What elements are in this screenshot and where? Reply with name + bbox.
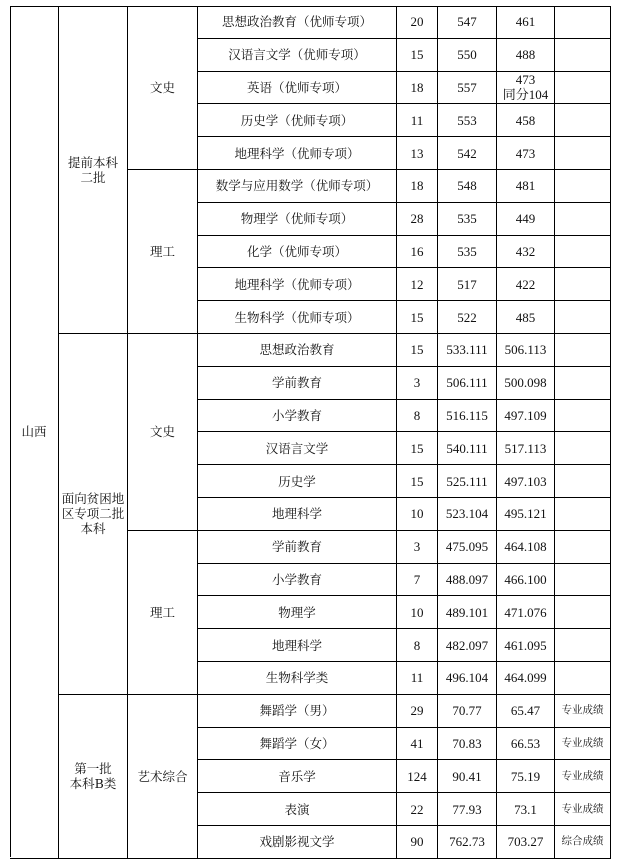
min-score-cell: 464.099 xyxy=(497,662,555,695)
min-score-cell: 73.1 xyxy=(497,793,555,826)
note-cell xyxy=(555,39,611,72)
max-score-cell: 535 xyxy=(438,236,497,269)
note-cell xyxy=(555,465,611,498)
plan-count-cell: 16 xyxy=(397,236,438,269)
max-score-cell: 482.097 xyxy=(438,629,497,662)
note-cell xyxy=(555,72,611,105)
max-score-cell: 553 xyxy=(438,104,497,137)
min-score-cell: 65.47 xyxy=(497,695,555,728)
note-cell xyxy=(555,170,611,203)
min-score-cell: 506.113 xyxy=(497,334,555,367)
note-cell: 专业成绩 xyxy=(555,728,611,761)
min-score-cell: 75.19 xyxy=(497,760,555,793)
category-cell: 文史 xyxy=(128,334,198,531)
note-cell xyxy=(555,367,611,400)
major-cell: 历史学（优师专项） xyxy=(198,104,397,137)
plan-count-cell: 13 xyxy=(397,137,438,170)
plan-count-cell: 8 xyxy=(397,400,438,433)
note-cell: 专业成绩 xyxy=(555,760,611,793)
category-cell: 理工 xyxy=(128,531,198,695)
major-cell: 学前教育 xyxy=(198,367,397,400)
min-score-cell: 473 xyxy=(497,137,555,170)
major-cell: 生物科学（优师专项） xyxy=(198,301,397,334)
note-cell xyxy=(555,629,611,662)
max-score-cell: 90.41 xyxy=(438,760,497,793)
major-cell: 学前教育 xyxy=(198,531,397,564)
max-score-cell: 517 xyxy=(438,268,497,301)
note-cell: 专业成绩 xyxy=(555,793,611,826)
max-score-cell: 516.115 xyxy=(438,400,497,433)
plan-count-cell: 124 xyxy=(397,760,438,793)
plan-count-cell: 11 xyxy=(397,662,438,695)
min-score-cell: 473 同分104 xyxy=(497,72,555,105)
major-cell: 地理科学（优师专项） xyxy=(198,268,397,301)
note-cell xyxy=(555,498,611,531)
note-cell xyxy=(555,268,611,301)
max-score-cell: 548 xyxy=(438,170,497,203)
major-cell: 英语（优师专项） xyxy=(198,72,397,105)
major-cell: 历史学 xyxy=(198,465,397,498)
major-cell: 化学（优师专项） xyxy=(198,236,397,269)
max-score-cell: 506.111 xyxy=(438,367,497,400)
major-cell: 思想政治教育（优师专项） xyxy=(198,6,397,39)
max-score-cell: 522 xyxy=(438,301,497,334)
max-score-cell: 489.101 xyxy=(438,596,497,629)
min-score-cell: 497.109 xyxy=(497,400,555,433)
major-cell: 生物科学类 xyxy=(198,662,397,695)
batch-cell: 面向贫困地 区专项二批 本科 xyxy=(59,334,128,695)
major-cell: 表演 xyxy=(198,793,397,826)
min-score-cell: 500.098 xyxy=(497,367,555,400)
plan-count-cell: 3 xyxy=(397,367,438,400)
note-cell xyxy=(555,104,611,137)
plan-count-cell: 12 xyxy=(397,268,438,301)
max-score-cell: 535 xyxy=(438,203,497,236)
plan-count-cell: 8 xyxy=(397,629,438,662)
plan-count-cell: 15 xyxy=(397,39,438,72)
plan-count-cell: 22 xyxy=(397,793,438,826)
note-cell xyxy=(555,203,611,236)
category-cell: 文史 xyxy=(128,6,198,170)
category-cell: 理工 xyxy=(128,170,198,334)
major-cell: 汉语言文学（优师专项） xyxy=(198,39,397,72)
min-score-cell: 461.095 xyxy=(497,629,555,662)
major-cell: 地理科学（优师专项） xyxy=(198,137,397,170)
note-cell: 综合成绩 xyxy=(555,826,611,859)
min-score-cell: 464.108 xyxy=(497,531,555,564)
max-score-cell: 77.93 xyxy=(438,793,497,826)
major-cell: 小学教育 xyxy=(198,564,397,597)
min-score-cell: 432 xyxy=(497,236,555,269)
note-cell xyxy=(555,596,611,629)
min-score-cell: 517.113 xyxy=(497,432,555,465)
batch-cell: 提前本科 二批 xyxy=(59,6,128,334)
major-cell: 音乐学 xyxy=(198,760,397,793)
min-score-cell: 488 xyxy=(497,39,555,72)
province-cell: 山西 xyxy=(10,6,59,859)
max-score-cell: 550 xyxy=(438,39,497,72)
note-cell xyxy=(555,334,611,367)
max-score-cell: 557 xyxy=(438,72,497,105)
note-cell xyxy=(555,531,611,564)
max-score-cell: 542 xyxy=(438,137,497,170)
min-score-cell: 471.076 xyxy=(497,596,555,629)
min-score-cell: 497.103 xyxy=(497,465,555,498)
note-cell xyxy=(555,432,611,465)
note-cell xyxy=(555,564,611,597)
plan-count-cell: 15 xyxy=(397,301,438,334)
plan-count-cell: 10 xyxy=(397,596,438,629)
plan-count-cell: 18 xyxy=(397,170,438,203)
plan-count-cell: 20 xyxy=(397,6,438,39)
min-score-cell: 485 xyxy=(497,301,555,334)
min-score-cell: 461 xyxy=(497,6,555,39)
note-cell xyxy=(555,400,611,433)
min-score-cell: 703.27 xyxy=(497,826,555,859)
plan-count-cell: 10 xyxy=(397,498,438,531)
note-cell xyxy=(555,301,611,334)
max-score-cell: 488.097 xyxy=(438,564,497,597)
max-score-cell: 762.73 xyxy=(438,826,497,859)
plan-count-cell: 90 xyxy=(397,826,438,859)
min-score-cell: 481 xyxy=(497,170,555,203)
note-cell: 专业成绩 xyxy=(555,695,611,728)
min-score-cell: 449 xyxy=(497,203,555,236)
min-score-cell: 495.121 xyxy=(497,498,555,531)
max-score-cell: 475.095 xyxy=(438,531,497,564)
major-cell: 数学与应用数学（优师专项） xyxy=(198,170,397,203)
note-cell xyxy=(555,236,611,269)
major-cell: 汉语言文学 xyxy=(198,432,397,465)
major-cell: 地理科学 xyxy=(198,498,397,531)
admission-score-table xyxy=(10,6,611,857)
plan-count-cell: 15 xyxy=(397,465,438,498)
note-cell xyxy=(555,137,611,170)
category-cell: 艺术综合 xyxy=(128,695,198,859)
plan-count-cell: 7 xyxy=(397,564,438,597)
major-cell: 地理科学 xyxy=(198,629,397,662)
note-cell xyxy=(555,662,611,695)
max-score-cell: 540.111 xyxy=(438,432,497,465)
plan-count-cell: 15 xyxy=(397,432,438,465)
plan-count-cell: 15 xyxy=(397,334,438,367)
max-score-cell: 70.83 xyxy=(438,728,497,761)
plan-count-cell: 41 xyxy=(397,728,438,761)
min-score-cell: 458 xyxy=(497,104,555,137)
max-score-cell: 533.111 xyxy=(438,334,497,367)
plan-count-cell: 11 xyxy=(397,104,438,137)
min-score-cell: 466.100 xyxy=(497,564,555,597)
major-cell: 戏剧影视文学 xyxy=(198,826,397,859)
batch-cell: 第一批 本科B类 xyxy=(59,695,128,859)
min-score-cell: 66.53 xyxy=(497,728,555,761)
max-score-cell: 70.77 xyxy=(438,695,497,728)
max-score-cell: 523.104 xyxy=(438,498,497,531)
plan-count-cell: 29 xyxy=(397,695,438,728)
major-cell: 舞蹈学（女） xyxy=(198,728,397,761)
plan-count-cell: 3 xyxy=(397,531,438,564)
note-cell xyxy=(555,6,611,39)
major-cell: 思想政治教育 xyxy=(198,334,397,367)
major-cell: 物理学 xyxy=(198,596,397,629)
min-score-cell: 422 xyxy=(497,268,555,301)
max-score-cell: 496.104 xyxy=(438,662,497,695)
plan-count-cell: 28 xyxy=(397,203,438,236)
max-score-cell: 525.111 xyxy=(438,465,497,498)
major-cell: 物理学（优师专项） xyxy=(198,203,397,236)
major-cell: 小学教育 xyxy=(198,400,397,433)
plan-count-cell: 18 xyxy=(397,72,438,105)
max-score-cell: 547 xyxy=(438,6,497,39)
major-cell: 舞蹈学（男） xyxy=(198,695,397,728)
